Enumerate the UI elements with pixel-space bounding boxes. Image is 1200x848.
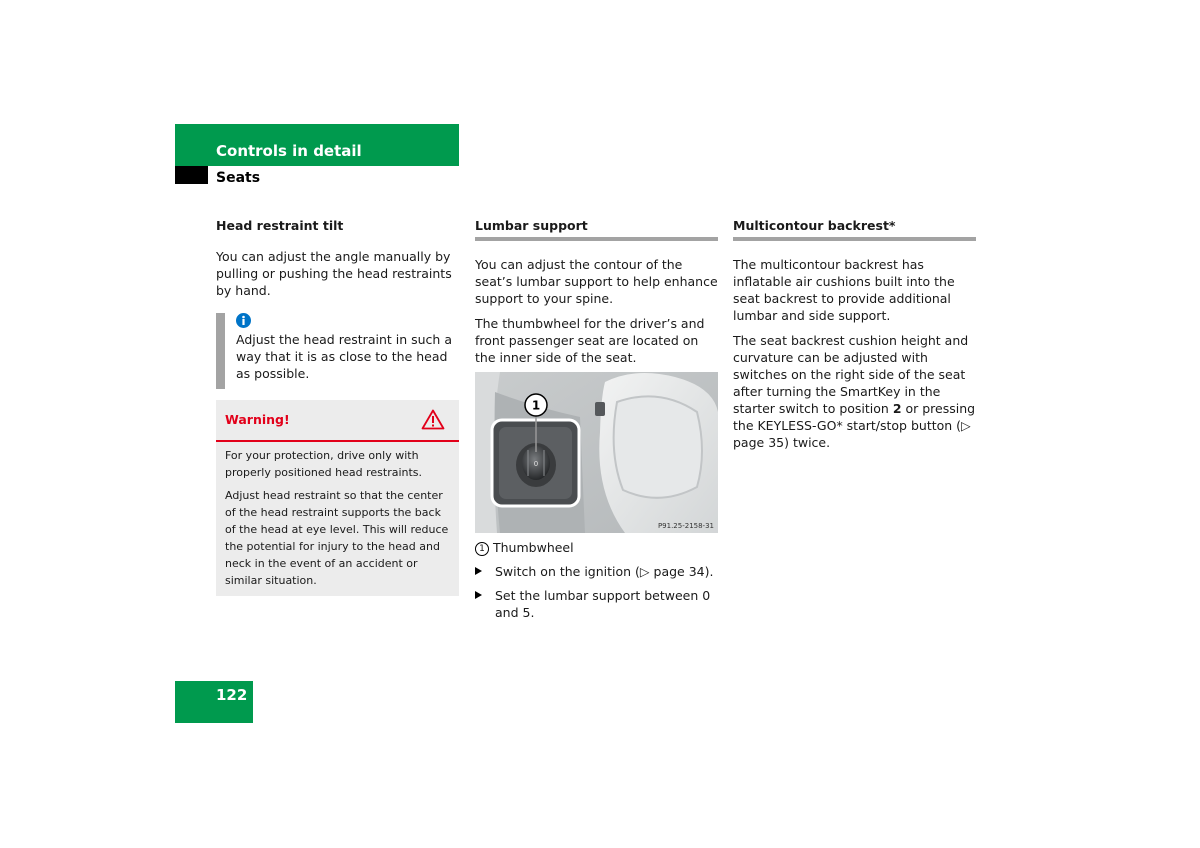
chapter-title: Controls in detail — [216, 142, 362, 160]
column-lumbar-support — [475, 218, 718, 621]
warning-box — [216, 400, 459, 596]
lumbar-paragraph-1: You can adjust the contour of the seat’s lumbar support to help enhance support to your spine. — [475, 257, 718, 306]
warning-text-2: Adjust head restraint so that the center of the head restraint supports the back of the head at eye level. This will reduce the potential for injury to the head and neck in the event of an accident or similar situation. — [225, 489, 449, 587]
legend-number: 1 — [475, 542, 489, 556]
warning-header — [216, 400, 459, 442]
callout-number: 1 — [531, 398, 541, 413]
info-bar — [216, 313, 225, 389]
step-1-text: Switch on the ignition (▷ page 34). — [495, 564, 714, 579]
page-number: 122 — [216, 686, 248, 704]
section-title: Seats — [216, 170, 261, 186]
multicontour-paragraph-2 — [733, 332, 976, 451]
lumbar-paragraph-2: The thumbwheel for the driver’s and front passenger seat are located on the inner side of the seat. — [475, 316, 705, 365]
section-marker — [175, 166, 208, 184]
step-2-text: Set the lumbar support between 0 and 5. — [495, 588, 711, 620]
position-value: 2 — [892, 401, 902, 416]
legend-text: Thumbwheel — [493, 540, 574, 555]
step-2 — [475, 587, 718, 621]
bullet-arrow-icon — [475, 591, 482, 599]
bullet-arrow-icon — [475, 567, 482, 575]
figure-code: P91.25-2158-31 — [657, 522, 714, 530]
head-restraint-paragraph: You can adjust the angle manually by pulling or pushing the head restraints by hand. — [216, 249, 452, 298]
warning-triangle-icon — [421, 409, 445, 430]
warning-text-1: For your protection, drive only with properly positioned head restraints. — [225, 449, 423, 479]
step-1 — [475, 563, 718, 580]
legend-item — [475, 539, 718, 556]
multicontour-text-c: or pressing the KEYLESS-GO* start/stop button (▷ page 35) twice. — [733, 401, 976, 450]
seat-illustration — [475, 372, 718, 533]
column-head-restraint — [216, 218, 459, 596]
multicontour-paragraph-1: The multicontour backrest has inflatable air cushions built into the seat backrest to provide additional lumbar and side support. — [733, 257, 955, 323]
heading-lumbar-support: Lumbar support — [475, 218, 718, 241]
svg-text:0: 0 — [533, 460, 539, 468]
heading-multicontour-backrest: Multicontour backrest* — [733, 218, 976, 241]
column-multicontour-backrest — [733, 218, 976, 451]
heading-head-restraint-tilt: Head restraint tilt — [216, 218, 344, 233]
info-note — [216, 313, 459, 382]
warning-label: Warning! — [225, 412, 290, 427]
lumbar-thumbwheel-illustration — [475, 372, 718, 533]
info-icon — [236, 313, 251, 328]
info-text: Adjust the head restraint in such a way that it is as close to the head as possible. — [236, 332, 452, 381]
multicontour-text-a: The seat backrest cushion height and curvature can be adjusted with switches on the right side of the seat after turning the SmartKey in the starter switch to position — [733, 333, 969, 416]
